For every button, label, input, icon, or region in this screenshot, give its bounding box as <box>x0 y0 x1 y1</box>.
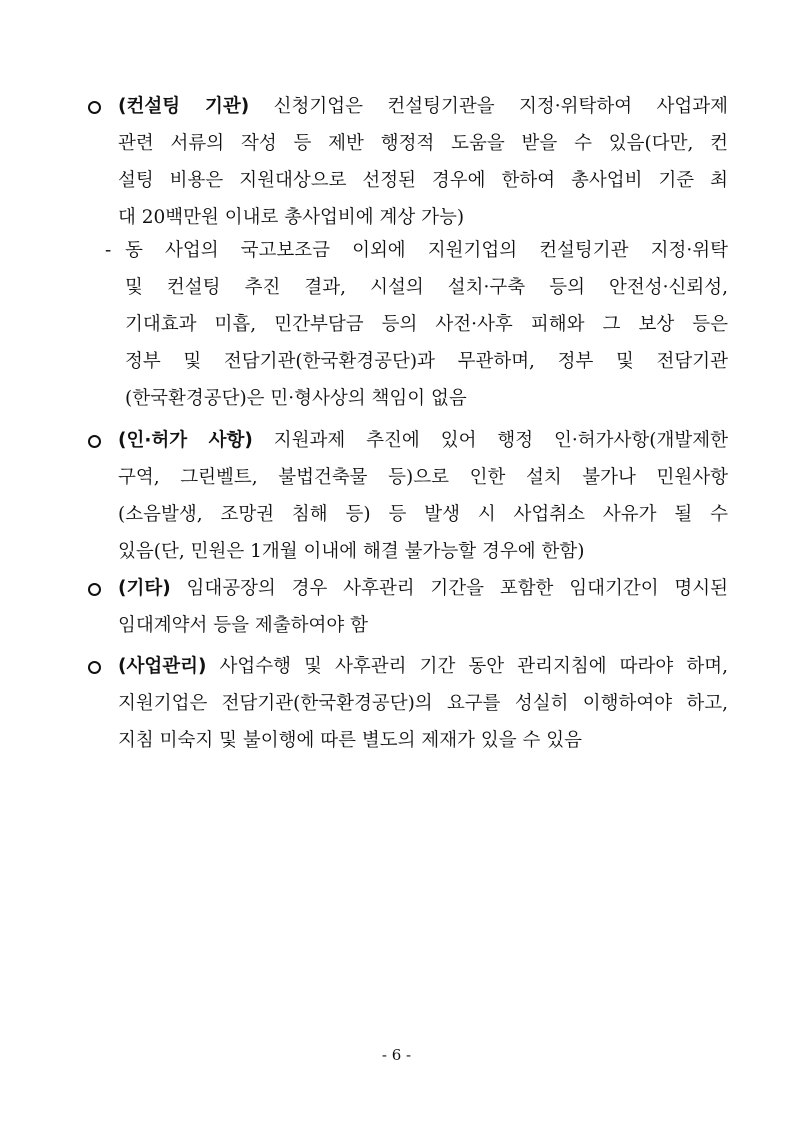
item-heading: (컨설팅 기관) <box>118 96 250 117</box>
sub-item-text: (한국환경공단)은 민·형사상의 책임이 없음 <box>125 388 467 409</box>
item-text: 신청기업은 컨설팅기관을 지정·위탁하여 사업과제 <box>249 96 728 117</box>
item-text: 사업수행 및 사후관리 기간 동안 관리지침에 따라야 하며, <box>206 656 728 677</box>
sub-item-text: 동 사업의 국고보조금 이외에 지원기업의 컨설팅기관 지정·위탁 <box>125 240 728 261</box>
item-text: 관련 서류의 작성 등 제반 행정적 도움을 받을 수 있음(다만, 컨 <box>118 133 728 154</box>
item-text: 구역, 그린벨트, 불법건축물 등)으로 인한 설치 불가나 민원사항 <box>118 467 728 488</box>
bullet-item-management <box>88 648 728 759</box>
item-text: 설팅 비용은 지원대상으로 선정된 경우에 한하여 총사업비 기준 최 <box>118 170 728 191</box>
sub-item-text: 정부 및 전담기관(한국환경공단)과 무관하며, 정부 및 전담기관 <box>125 351 728 372</box>
circle-bullet-icon <box>88 661 101 674</box>
bullet-item-consulting <box>88 88 728 236</box>
bullet-item-permits <box>88 422 728 570</box>
bullet-item-other <box>88 570 728 644</box>
dash-bullet: - <box>105 240 112 261</box>
item-text: (소음발생, 조망권 침해 등) 등 발생 시 사업취소 사유가 될 수 <box>118 504 728 525</box>
item-text: 지원기업은 전담기관(한국환경공단)의 요구를 성실히 이행하여야 하고, <box>118 693 728 714</box>
page-number: - 6 - <box>381 1046 412 1064</box>
item-heading: (사업관리) <box>118 656 207 677</box>
sub-item-disclaimer <box>105 232 728 417</box>
sub-item-text: 및 컨설팅 추진 결과, 시설의 설치·구축 등의 안전성·신뢰성, <box>125 277 728 298</box>
item-text: 지원과제 추진에 있어 행정 인·허가사항(개발제한 <box>252 430 728 451</box>
item-text: 임대공장의 경우 사후관리 기간을 포함한 임대기간이 명시된 <box>170 578 728 599</box>
item-text: 대 20백만원 이내로 총사업비에 계상 가능) <box>118 207 465 228</box>
circle-bullet-icon <box>88 435 101 448</box>
item-text: 임대계약서 등을 제출하여야 함 <box>118 615 368 636</box>
item-heading: (인·허가 사항) <box>118 430 253 451</box>
sub-item-text: 기대효과 미흡, 민간부담금 등의 사전·사후 피해와 그 보상 등은 <box>125 314 728 335</box>
circle-bullet-icon <box>88 583 101 596</box>
circle-bullet-icon <box>88 101 101 114</box>
item-heading: (기타) <box>118 578 171 599</box>
item-text: 지침 미숙지 및 불이행에 따른 별도의 제재가 있을 수 있음 <box>118 730 582 751</box>
item-text: 있음(단, 민원은 1개월 이내에 해결 불가능할 경우에 한함) <box>118 541 585 562</box>
